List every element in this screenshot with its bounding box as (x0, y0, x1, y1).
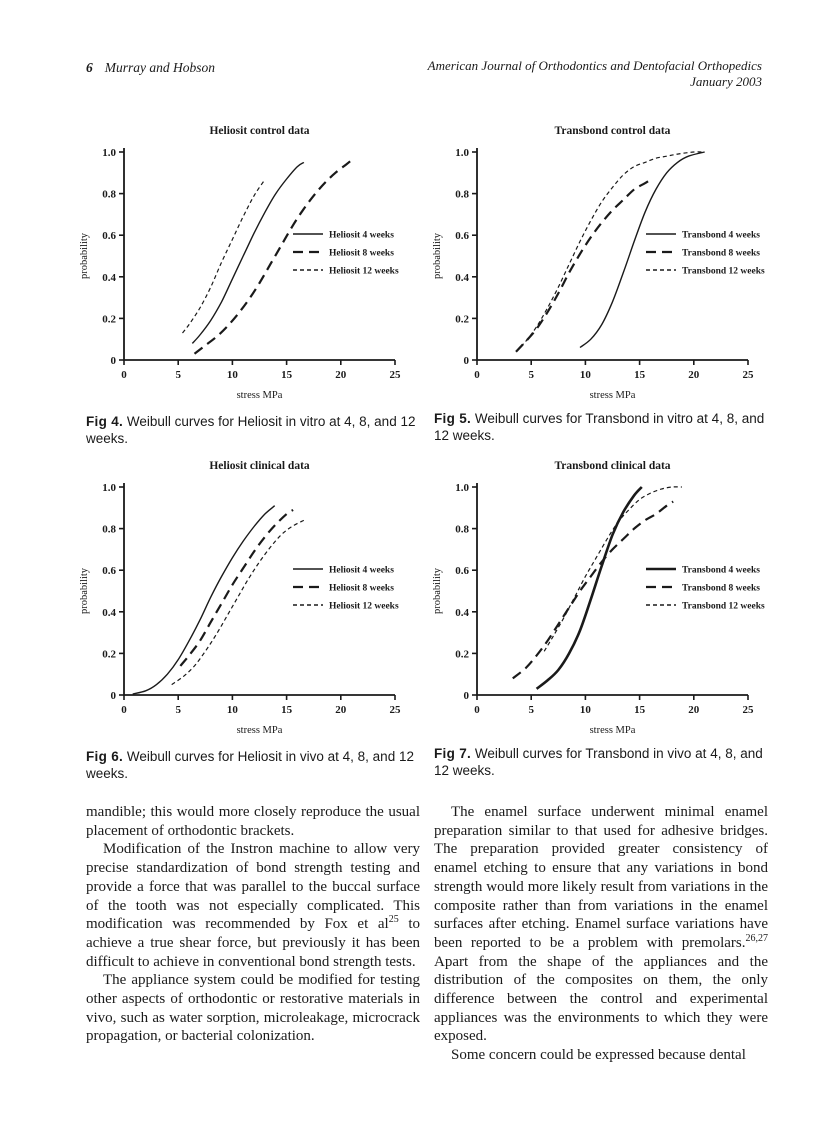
text-run: to achieve a true shear force, but previously it has been difficult to achieve in conventional bond strength tests. (86, 916, 420, 970)
legend-entry-label: Heliosit 12 weeks (329, 266, 399, 277)
y-tick-label: 0.6 (455, 230, 469, 243)
series-curve (172, 520, 304, 684)
figure-caption-text: Weibull curves for Transbond in vitro at 4, 8, and 12 weeks. (434, 411, 765, 443)
chart-title: Transbond clinical data (554, 460, 671, 472)
x-tick-label: 0 (474, 704, 480, 716)
paragraph (434, 803, 768, 1046)
legend-entry-label: Heliosit 4 weeks (329, 230, 394, 241)
y-tick-label: 0.4 (455, 606, 469, 619)
y-tick-label: 0.6 (102, 230, 116, 243)
legend-entry-label: Transbond 4 weeks (682, 565, 760, 576)
text-run: mandible; this would more closely reproduce the usual placement of orthodontic brackets. (86, 804, 420, 839)
x-tick-label: 25 (389, 369, 401, 381)
series-curve (516, 179, 652, 352)
y-axis-label: probability (432, 232, 443, 280)
y-tick-label: 0.8 (102, 188, 116, 201)
reference-superscript: 25 (388, 914, 399, 926)
x-tick-label: 25 (742, 704, 754, 716)
y-tick-label: 0.6 (455, 565, 469, 578)
weibull-chart-transbond-control (428, 118, 768, 410)
x-tick-label: 0 (474, 369, 480, 381)
paragraph (86, 971, 420, 1046)
y-axis-label: probability (79, 567, 90, 615)
x-tick-label: 20 (335, 369, 347, 381)
journal-date: January 2003 (690, 74, 762, 89)
y-tick-label: 0 (463, 355, 469, 367)
legend-entry-label: Heliosit 4 weeks (329, 565, 394, 576)
page-header-right (428, 58, 762, 90)
reference-superscript: 26,27 (745, 932, 768, 944)
x-tick-label: 5 (528, 704, 534, 716)
figure-caption-fig7 (434, 745, 768, 779)
x-tick-label: 20 (335, 704, 347, 716)
legend-entry-label: Heliosit 12 weeks (329, 601, 399, 612)
y-tick-label: 1.0 (455, 147, 469, 159)
figure-caption-fig4 (86, 413, 420, 447)
x-tick-label: 15 (281, 704, 293, 716)
body-column-left (86, 803, 420, 1046)
series-curve (537, 487, 642, 689)
chart-title: Heliosit control data (209, 125, 310, 137)
y-tick-label: 0 (463, 690, 469, 702)
x-axis-label: stress MPa (589, 390, 636, 401)
y-tick-label: 0.4 (102, 606, 116, 619)
figure-caption-fig5 (434, 410, 768, 444)
figure-label: Fig 6. (86, 749, 124, 764)
legend-entry-label: Transbond 8 weeks (682, 248, 760, 259)
y-tick-label: 0 (110, 690, 116, 702)
x-tick-label: 10 (579, 704, 591, 716)
text-run: Some concern could be expressed because dental (451, 1047, 746, 1064)
y-tick-label: 0.8 (455, 188, 469, 201)
figure-label: Fig 7. (434, 746, 472, 761)
y-tick-label: 1.0 (102, 147, 116, 159)
figure-label: Fig 4. (86, 414, 124, 429)
x-axis-label: stress MPa (236, 725, 283, 736)
y-tick-label: 1.0 (455, 482, 469, 494)
figure-caption-text: Weibull curves for Transbond in vivo at 4, 8, and 12 weeks. (434, 746, 763, 778)
page-header-left (86, 60, 215, 76)
paragraph (86, 840, 420, 971)
weibull-chart-heliosit-clinical (75, 453, 415, 745)
x-tick-label: 10 (226, 704, 238, 716)
legend-entry-label: Transbond 4 weeks (682, 230, 760, 241)
legend-entry-label: Transbond 8 weeks (682, 583, 760, 594)
page-number: 6 (86, 60, 93, 75)
series-curve (192, 162, 304, 343)
x-tick-label: 20 (688, 369, 700, 381)
paragraph (86, 803, 420, 840)
legend-entry-label: Transbond 12 weeks (682, 266, 765, 277)
x-tick-label: 10 (226, 369, 238, 381)
series-curve (516, 152, 705, 352)
x-tick-label: 20 (688, 704, 700, 716)
x-tick-label: 5 (175, 369, 181, 381)
chart-title: Heliosit clinical data (209, 460, 310, 472)
body-column-right (434, 803, 768, 1065)
text-run: The enamel surface underwent minimal enamel preparation similar to that used for adhesive bridges. The preparation provided greater consistency of enamel etching to ensure that any variations in bond strength would more likely result from variations in the composite rather than from variations in the enamel surfaces after etching. Enamel surface variations have been reported to be a problem with premolars. (434, 804, 768, 951)
y-tick-label: 0.4 (102, 271, 116, 284)
x-tick-label: 15 (281, 369, 293, 381)
y-axis-label: probability (79, 232, 90, 280)
series-curve (133, 506, 275, 694)
x-tick-label: 0 (121, 369, 127, 381)
x-tick-label: 5 (175, 704, 181, 716)
series-curve (180, 510, 293, 666)
x-tick-label: 15 (634, 704, 646, 716)
weibull-chart-transbond-clinical (428, 453, 768, 745)
series-curve (183, 181, 264, 333)
y-tick-label: 0.6 (102, 565, 116, 578)
x-tick-label: 25 (742, 369, 754, 381)
x-axis-label: stress MPa (236, 390, 283, 401)
y-tick-label: 1.0 (102, 482, 116, 494)
x-tick-label: 15 (634, 369, 646, 381)
y-axis-label: probability (432, 567, 443, 615)
y-tick-label: 0.8 (455, 523, 469, 536)
text-run: Modification of the Instron machine to allow very precise standardization of bond strength testing and provide a force that was parallel to the buccal surface of the tooth was not especially complicated. This modification was recommended by Fox et al (86, 841, 420, 933)
y-tick-label: 0 (110, 355, 116, 367)
running-authors: Murray and Hobson (104, 60, 215, 75)
y-tick-label: 0.2 (102, 313, 116, 326)
y-tick-label: 0.8 (102, 523, 116, 536)
x-tick-label: 10 (579, 369, 591, 381)
weibull-chart-heliosit-control (75, 118, 415, 410)
x-tick-label: 0 (121, 704, 127, 716)
y-tick-label: 0.2 (455, 313, 469, 326)
figure-label: Fig 5. (434, 411, 472, 426)
text-run: Apart from the shape of the appliances and the distribution of the composites on them, the only difference between the control and experimental appliances was the environments to which they were exposed. (434, 953, 768, 1045)
chart-title: Transbond control data (554, 125, 671, 137)
journal-title: American Journal of Orthodontics and Dentofacial Orthopedics (427, 58, 762, 73)
paragraph (434, 1046, 768, 1065)
figure-caption-fig6 (86, 748, 420, 782)
figure-caption-text: Weibull curves for Heliosit in vivo at 4, 8, and 12 weeks. (86, 749, 414, 781)
y-tick-label: 0.2 (102, 648, 116, 661)
text-run: The appliance system could be modified for testing other aspects of orthodontic or restorative materials in vivo, such as water sorption, microleakage, microcrack propagation, or bacterial colonization. (86, 972, 420, 1045)
x-tick-label: 5 (528, 369, 534, 381)
legend-entry-label: Heliosit 8 weeks (329, 248, 394, 259)
x-axis-label: stress MPa (589, 725, 636, 736)
x-tick-label: 25 (389, 704, 401, 716)
y-tick-label: 0.4 (455, 271, 469, 284)
y-tick-label: 0.2 (455, 648, 469, 661)
legend-entry-label: Heliosit 8 weeks (329, 583, 394, 594)
figure-caption-text: Weibull curves for Heliosit in vitro at 4, 8, and 12 weeks. (86, 414, 416, 446)
legend-entry-label: Transbond 12 weeks (682, 601, 765, 612)
